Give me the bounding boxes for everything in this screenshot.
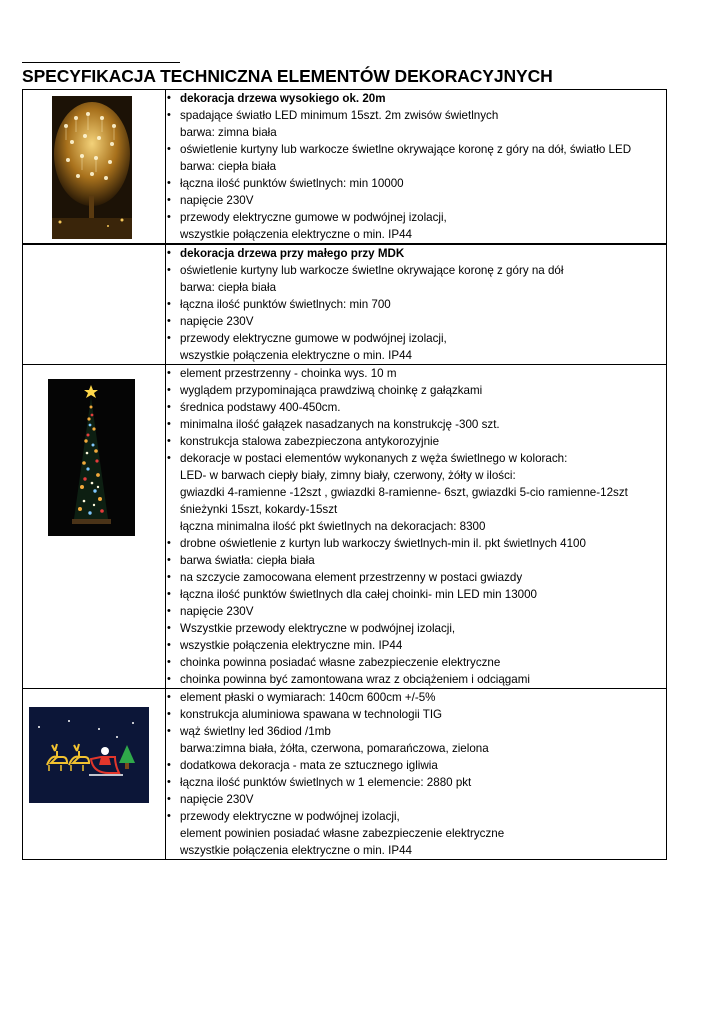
list-item: • drobne oświetlenie z kurtyn lub warkoczy świetlnych-min il. pkt świetlnych 4100 bbox=[166, 535, 666, 552]
title-rule bbox=[22, 62, 180, 63]
title-area bbox=[22, 62, 667, 86]
document-title: SPECYFIKACJA TECHNICZNA ELEMENTÓW DEKORACYJNYCH bbox=[22, 66, 553, 86]
list-item: • element przestrzenny - choinka wys. 10 m bbox=[166, 365, 666, 382]
list-item: • choinka powinna być zamontowana wraz z obciążeniem i odciągami bbox=[166, 671, 666, 688]
list-item: wszystkie połączenia elektryczne o min. IP44 bbox=[180, 844, 412, 857]
spec-list bbox=[166, 365, 666, 688]
list-item: • minimalna ilość gałązek nasadzanych na konstrukcję -300 szt. bbox=[166, 416, 666, 433]
list-item: • element płaski o wymiarach: 140cm 600cm +/-5% bbox=[166, 689, 666, 706]
list-item: • dekoracje w postaci elementów wykonanych z węża świetlnego w kolorach: bbox=[166, 450, 666, 467]
list-item: • choinka powinna posiadać własne zabezpieczenie elektryczne bbox=[166, 654, 666, 671]
list-item: wszystkie połączenia elektryczne o min. IP44 bbox=[180, 228, 412, 241]
list-item: • średnica podstawy 400-450cm. bbox=[166, 399, 666, 416]
list-item: • oświetlenie kurtyny lub warkocze świetlne okrywające koronę z góry na dół, światło LED bbox=[166, 141, 666, 158]
image-cell bbox=[23, 689, 166, 860]
list-item: • łączna ilość punktów świetlnych w 1 elemencie: 2880 pkt bbox=[166, 774, 666, 791]
list-item: • wąż świetlny led 36diod /1mb bbox=[166, 723, 666, 740]
list-item: • łączna ilość punktów świetlnych dla całej choinki- min LED min 13000 bbox=[166, 586, 666, 603]
list-item: • barwa światła: ciepła biała bbox=[166, 552, 666, 569]
list-item: • wyglądem przypominająca prawdziwą choinkę z gałązkami bbox=[166, 382, 666, 399]
image-cell bbox=[23, 244, 166, 365]
description-cell bbox=[166, 689, 667, 860]
table-row bbox=[23, 244, 667, 365]
list-item: • napięcie 230V bbox=[166, 603, 666, 620]
tree-with-warm-light-curtains-photo bbox=[52, 96, 132, 239]
list-item: • na szczycie zamocowana element przestrzenny w postaci gwiazdy bbox=[166, 569, 666, 586]
table-row bbox=[23, 365, 667, 689]
description-cell bbox=[166, 90, 667, 245]
list-item: • oświetlenie kurtyny lub warkocze świetlne okrywające koronę z góry na dół bbox=[166, 262, 666, 279]
table-row bbox=[23, 90, 667, 245]
list-item: LED- w barwach ciepły biały, zimny biały, czerwony, żółty w ilości: bbox=[180, 469, 516, 482]
list-item: • dekoracja drzewa wysokiego ok. 20m bbox=[166, 90, 666, 107]
list-item: barwa:zimna biała, żółta, czerwona, pomarańczowa, zielona bbox=[180, 742, 489, 755]
list-item: • napięcie 230V bbox=[166, 791, 666, 808]
list-item: • napięcie 230V bbox=[166, 192, 666, 209]
list-item: • konstrukcja stalowa zabezpieczona antykorozyjnie bbox=[166, 433, 666, 450]
list-item: śnieżynki 15szt, kokardy-15szt bbox=[180, 503, 338, 516]
list-item: • przewody elektryczne w podwójnej izolacji, bbox=[166, 808, 666, 825]
reindeer-sleigh-light-motif-photo bbox=[29, 707, 149, 803]
spec-list bbox=[166, 90, 666, 243]
description-cell bbox=[166, 244, 667, 365]
list-item: • spadające światło LED minimum 15szt. 2m zwisów świetlnych bbox=[166, 107, 666, 124]
list-item: • Wszystkie przewody elektryczne w podwójnej izolacji, bbox=[166, 620, 666, 637]
table-row bbox=[23, 689, 667, 860]
list-item: wszystkie połączenia elektryczne o min. IP44 bbox=[180, 349, 412, 362]
list-item: • dekoracja drzewa przy małego przy MDK bbox=[166, 245, 666, 262]
description-cell bbox=[166, 365, 667, 689]
illuminated-christmas-tree-cone-photo bbox=[48, 379, 135, 536]
list-item: • przewody elektryczne gumowe w podwójnej izolacji, bbox=[166, 209, 666, 226]
list-item: • wszystkie połączenia elektryczne min. IP44 bbox=[166, 637, 666, 654]
list-item: element powinien posiadać własne zabezpieczenie elektryczne bbox=[180, 827, 505, 840]
list-item: barwa: ciepła biała bbox=[180, 281, 277, 294]
list-item: • napięcie 230V bbox=[166, 313, 666, 330]
spec-list bbox=[166, 689, 666, 859]
list-item: gwiazdki 4-ramienne -12szt , gwiazdki 8-ramienne- 6szt, gwiazdki 5-cio ramienne-12szt bbox=[180, 486, 628, 499]
image-cell bbox=[23, 365, 166, 689]
spec-list bbox=[166, 245, 666, 364]
list-item: • dodatkowa dekoracja - mata ze sztucznego igliwia bbox=[166, 757, 666, 774]
list-item: • przewody elektryczne gumowe w podwójnej izolacji, bbox=[166, 330, 666, 347]
list-item: barwa: ciepła biała bbox=[180, 160, 277, 173]
list-item: • konstrukcja aluminiowa spawana w technologii TIG bbox=[166, 706, 666, 723]
image-cell bbox=[23, 90, 166, 245]
list-item: łączna minimalna ilość pkt świetlnych na dekoracjach: 8300 bbox=[180, 520, 486, 533]
list-item: barwa: zimna biała bbox=[180, 126, 277, 139]
specification-table bbox=[22, 89, 667, 860]
list-item: • łączna ilość punktów świetlnych: min 700 bbox=[166, 296, 666, 313]
list-item: • łączna ilość punktów świetlnych: min 10000 bbox=[166, 175, 666, 192]
